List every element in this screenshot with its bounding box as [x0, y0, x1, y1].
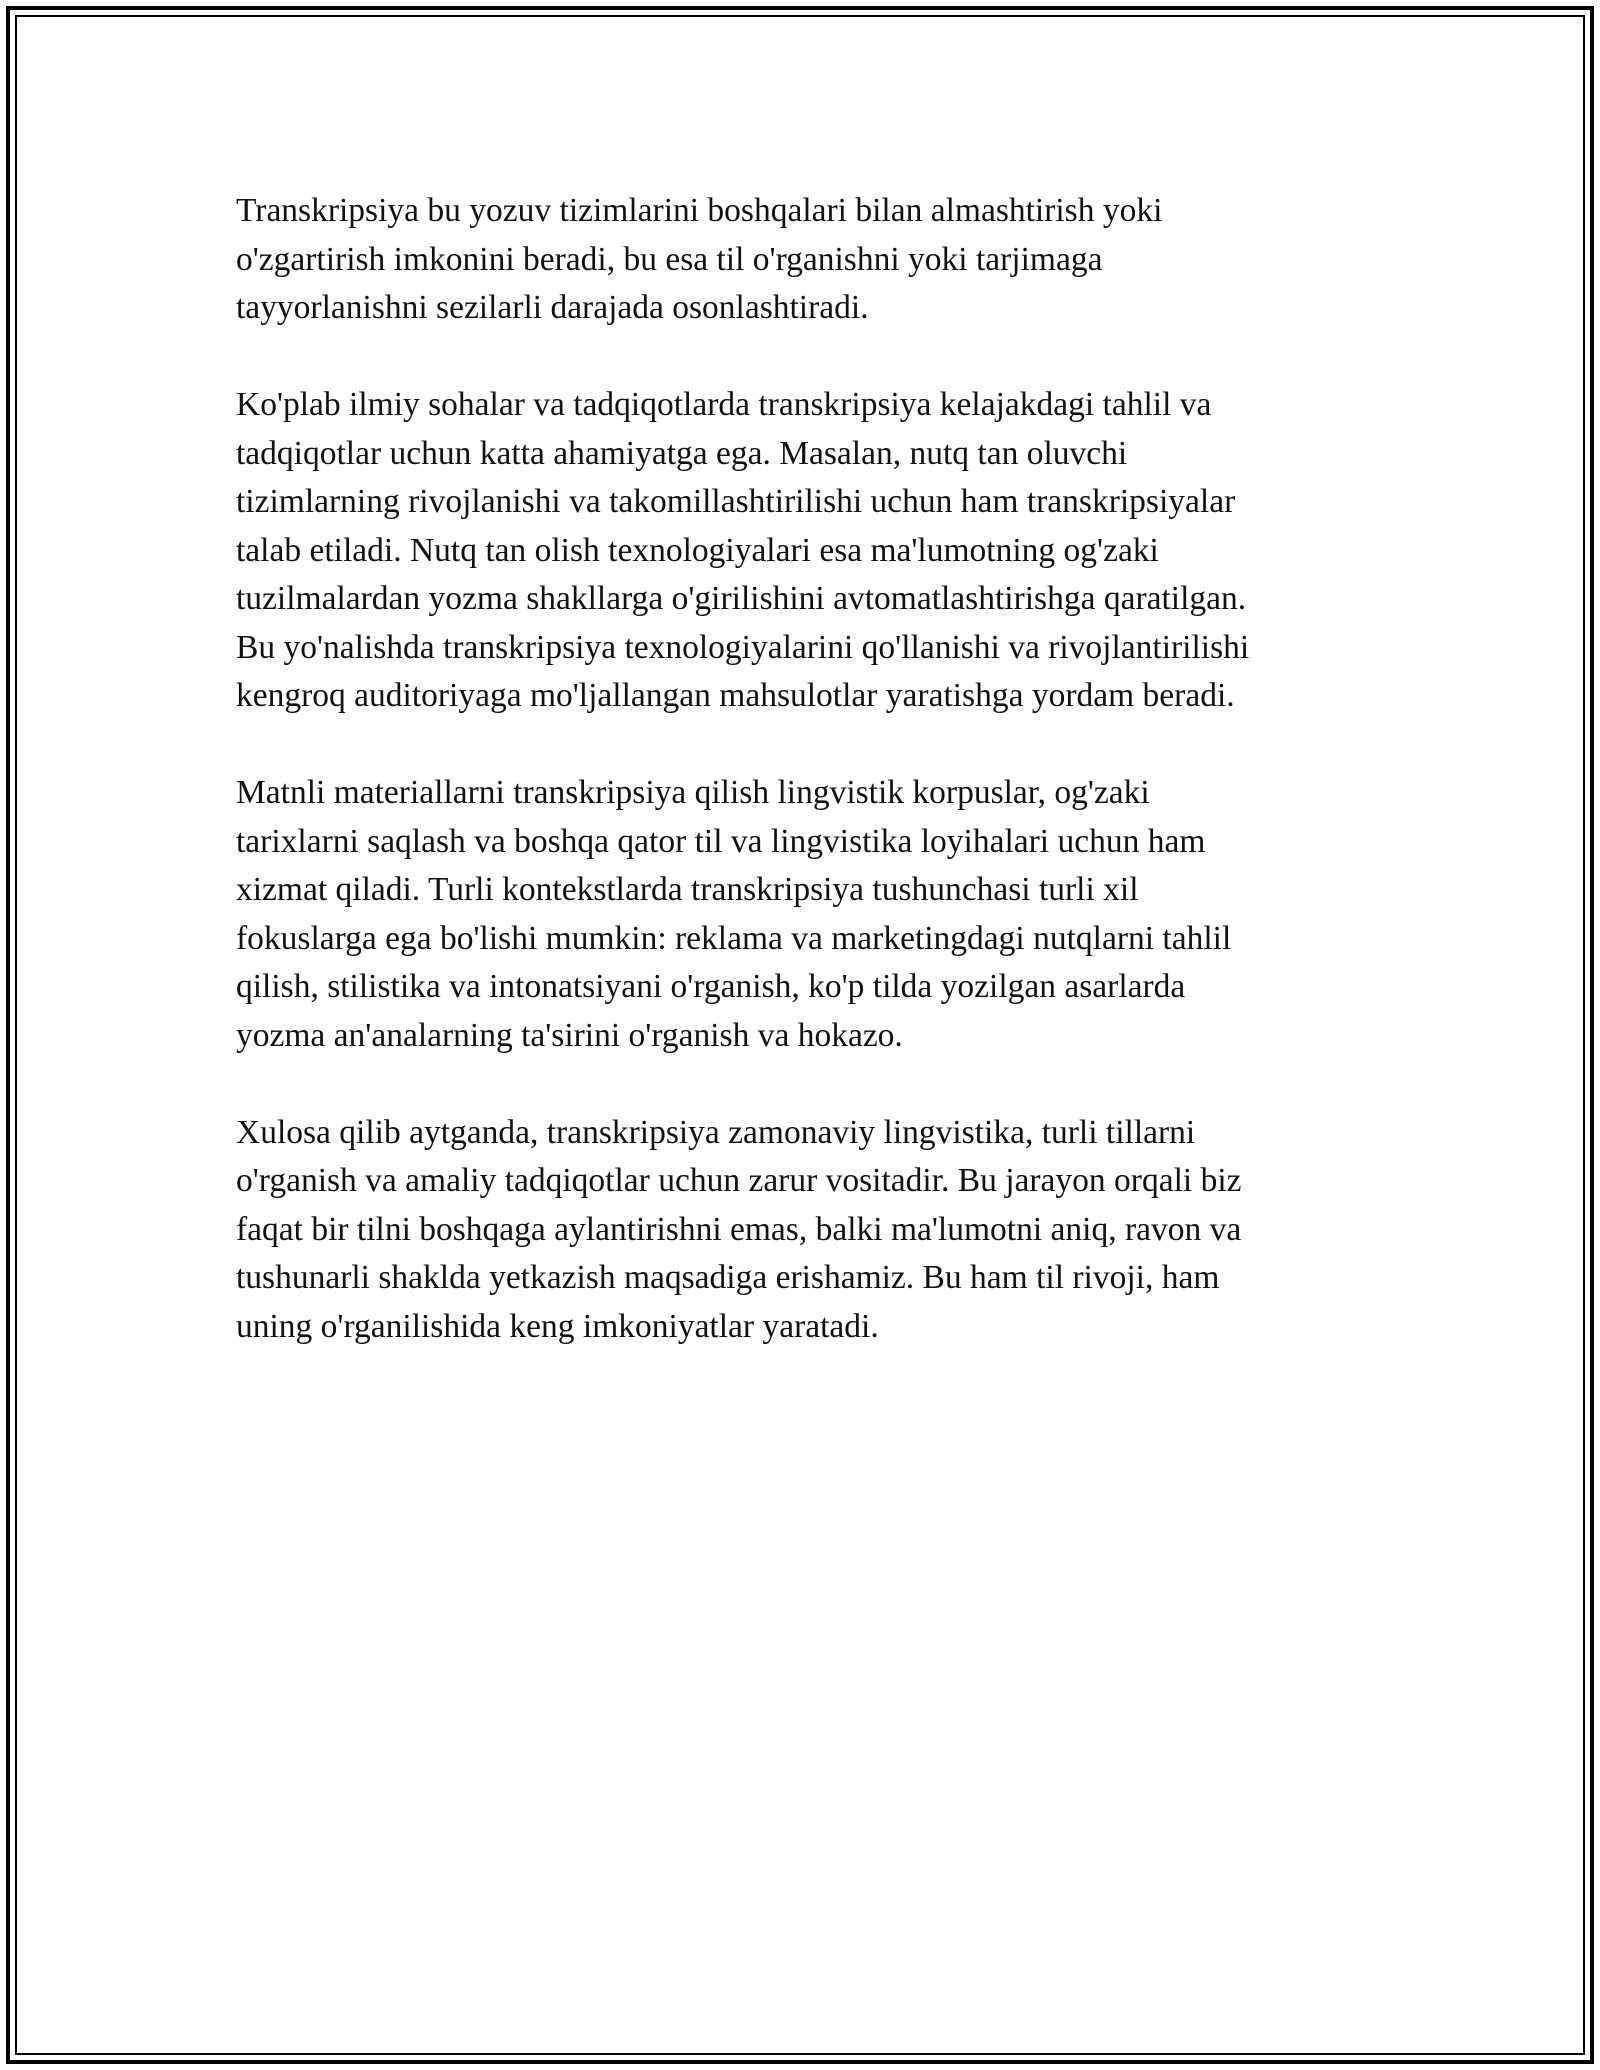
text-line: tuzilmalardan yozma shakllarga o'girilishini avtomatlashtirishga qaratilgan. [236, 580, 1247, 617]
text-line: Xulosa qilib aytganda, transkripsiya zamonaviy lingvistika, turli tillarni [236, 1113, 1196, 1151]
text-line: o'rganish va amaliy tadqiqotlar uchun zarur vositadir. Bu jarayon orqali biz [236, 1162, 1242, 1199]
paragraph-1 [236, 187, 1366, 333]
text-line: tizimlarning rivojlanishi va takomillashtirilishi uchun ham transkripsiyalar [236, 483, 1236, 520]
text-line: fokuslarga ega bo'lishi mumkin: reklama va marketingdagi nutqlarni tahlil [236, 919, 1232, 957]
text-line: tayyorlanishni sezilarli darajada osonlashtiradi. [236, 289, 869, 326]
paragraph-3 [236, 769, 1366, 1060]
text-line: o'zgartirish imkonini beradi, bu esa til o'rganishni yoki tarjimaga [236, 240, 1103, 278]
document-body [236, 187, 1366, 1400]
text-line: faqat bir tilni boshqaga aylantirishni emas, balki ma'lumotni aniq, ravon va [236, 1210, 1242, 1248]
text-line: tadqiqotlar uchun katta ahamiyatga ega. Masalan, nutq tan oluvchi [236, 434, 1128, 472]
text-line: tarixlarni saqlash va boshqa qator til va lingvistika loyihalari uchun ham [236, 822, 1206, 860]
paragraph-2 [236, 381, 1366, 721]
text-line: qilish, stilistika va intonatsiyani o'rganish, ko'p tilda yozilgan asarlarda [236, 968, 1186, 1005]
text-line: xizmat qiladi. Turli kontekstlarda transkripsiya tushunchasi turli xil [236, 871, 1139, 908]
text-line: Ko'plab ilmiy sohalar va tadqiqotlarda transkripsiya kelajakdagi tahlil va [236, 386, 1212, 423]
text-line: Matnli materiallarni transkripsiya qilish lingvistik korpuslar, og'zaki [236, 774, 1150, 811]
paragraph-4 [236, 1109, 1366, 1352]
text-line: tushunarli shaklda yetkazish maqsadiga erishamiz. Bu ham til rivoji, ham [236, 1259, 1220, 1296]
text-line: Bu yo'nalishda transkripsiya texnologiyalarini qo'llanishi va rivojlantirilishi [236, 628, 1250, 666]
text-line: Transkripsiya bu yozuv tizimlarini boshqalari bilan almashtirish yoki [236, 192, 1163, 229]
text-line: talab etiladi. Nutq tan olish texnologiyalari esa ma'lumotning og'zaki [236, 531, 1159, 569]
text-line: kengroq auditoriyaga mo'ljallangan mahsulotlar yaratishga yordam beradi. [236, 677, 1235, 714]
text-line: yozma an'analarning ta'sirini o'rganish va hokazo. [236, 1016, 903, 1054]
text-line: uning o'rganilishida keng imkoniyatlar yaratadi. [236, 1307, 879, 1345]
